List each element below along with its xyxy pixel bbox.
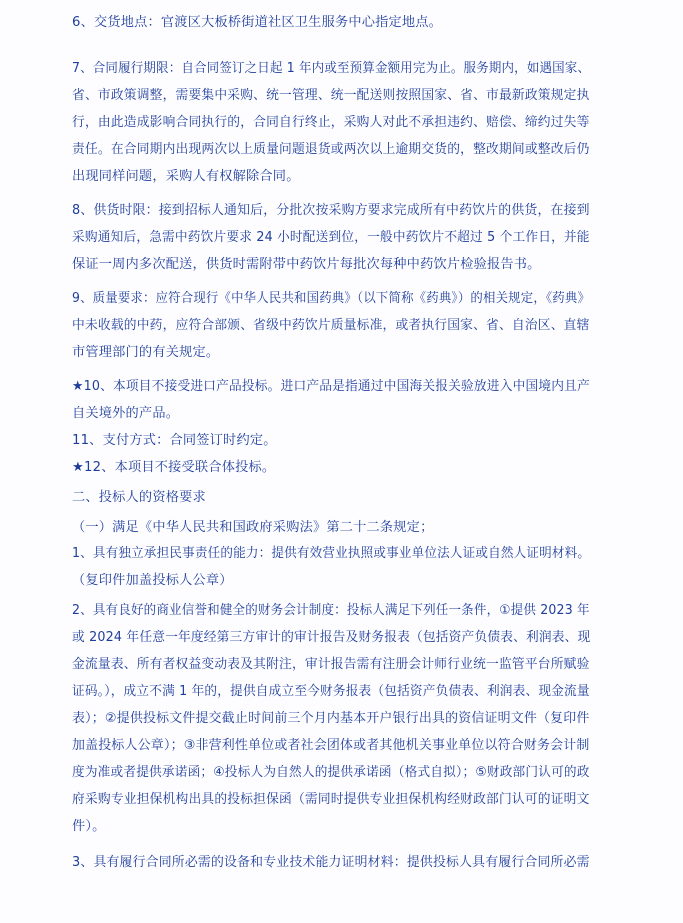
text-line: 3、具有履行合同所必需的设备和专业技术能力证明材料：提供投标人具有履行合同所必需 [72,855,590,870]
text-line: 6、交货地点：官渡区大板桥街道社区卫生服务中心指定地点。 [72,15,443,30]
text-line: （一）满足《中华人民共和国政府采购法》第二十二条规定； [72,520,434,535]
text-line: 件）。 [72,819,106,834]
text-line: 或 2024 年任意一年度经第三方审计的审计报告及财务报表（包括资产负债表、利润表、现 [72,630,591,645]
text-line: 出现同样问题，采购人有权解除合同。 [72,169,300,184]
text-line: 证码。），成立不满 1 年的，提供自成立至今财务报表（包括资产负债表、利润表、现金流量 [72,684,590,699]
text-line: 加盖投标人公章）；③非营利性单位或者社会团体或者其他机关事业单位以符合财务会计制 [72,738,590,753]
text-line: 度为准或者提供承诺函；④投标人为自然人的提供承诺函（格式自拟）；⑤财政部门认可的政 [72,765,590,780]
text-line: 8、供货时限：接到招标人通知后，分批次按采购方要求完成所有中药饮片的供货，在接到 [72,203,590,218]
text-line: ★12、本项目不接受联合体投标。 [72,460,276,475]
text-line: 9、质量要求：应符合现行《中华人民共和国药典》（以下简称《药典》）的相关规定，《药典》 [72,291,591,306]
text-line: 1、具有独立承担民事责任的能力：提供有效营业执照或事业单位法人证或自然人证明材料。 [72,546,591,561]
text-line: 市管理部门的有关规定。 [72,345,220,360]
text-line: 责任。在合同期内出现两次以上质量问题退货或两次以上逾期交货的，整改期间或整改后仍 [72,142,590,157]
text-line: 省、市政策调整，需要集中采购、统一管理、统一配送则按照国家、省、市最新政策规定执 [72,88,590,103]
section-heading: 二、投标人的资格要求 [72,490,206,505]
text-line: 表）；②提供投标文件提交截止时间前三个月内基本开户银行出具的资信证明文件（复印件 [72,711,590,726]
text-line: 2、具有良好的商业信誉和健全的财务会计制度：投标人满足下列任一条件，①提供 2023 年 [72,603,590,618]
text-line: 金流量表、所有者权益变动表及其附注，审计报告需有注册会计师行业统一监管平台所赋验 [72,657,590,672]
text-line: 自关境外的产品。 [72,406,180,421]
text-line: ★10、本项目不接受进口产品投标。进口产品是指通过中国海关报关验放进入中国境内且产 [72,379,590,394]
text-line: 采购通知后，急需中药饮片要求 24 小时配送到位，一般中药饮片不超过 5 个工作日，并能 [72,230,590,245]
text-line: 府采购专业担保机构出具的投标担保函（需同时提供专业担保机构经财政部门认可的证明文 [72,792,590,807]
text-line: 保证一周内多次配送，供货时需附带中药饮片每批次每种中药饮片检验报告书。 [72,257,541,272]
text-line: 7、合同履行期限：自合同签订之日起 1 年内或至预算金额用完为止。服务期内，如遇国家、 [72,61,591,76]
text-line: 11、支付方式：合同签订时约定。 [72,433,277,448]
text-line: 行，由此造成影响合同执行的，合同自行终止，采购人对此不承担违约、赔偿、缔约过失等 [72,115,590,130]
text-line: （复印件加盖投标人公章） [72,573,233,588]
text-line: 中未收载的中药，应符合部颁、省级中药饮片质量标准，或者执行国家、省、自治区、直辖 [72,318,590,333]
